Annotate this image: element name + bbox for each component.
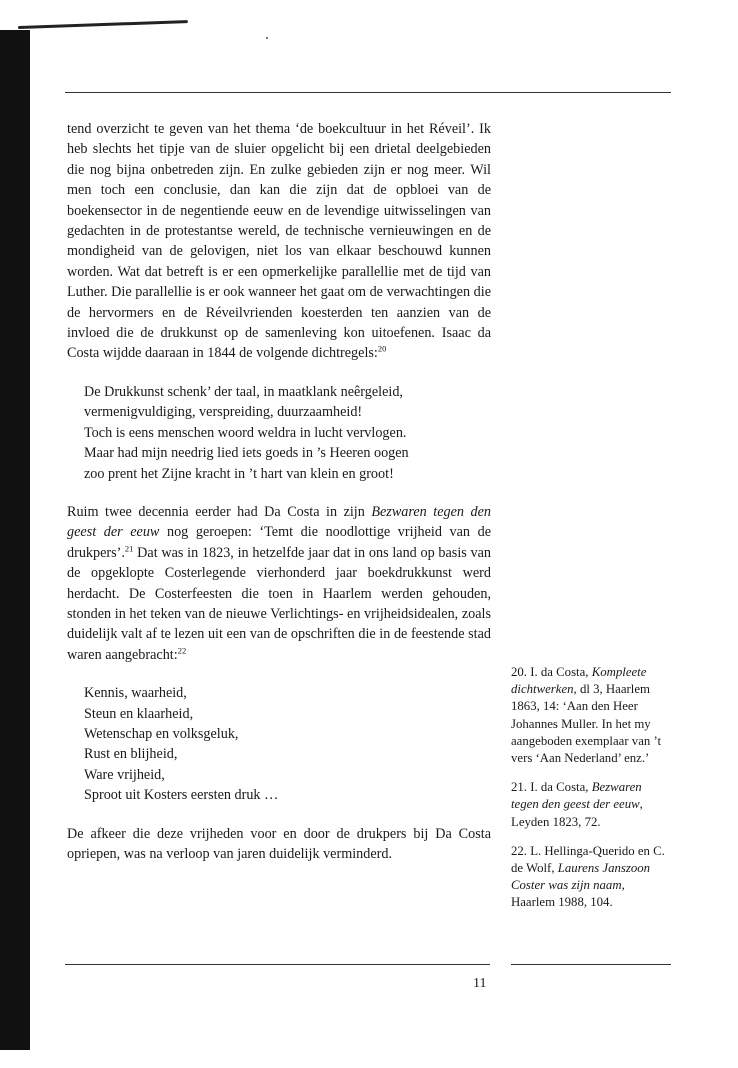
verse-line: Rust en blijheid,	[84, 746, 178, 763]
main-text-column	[67, 119, 491, 864]
paragraph-2: Ruim twee decennia eerder had Da Costa in zijn Bezwaren tegen den geest der eeuw nog geroepen: ‘Temt die noodlottige vrijheid van de drukpers’.$^{21}$ Dat was in 1823, in hetzelfde jaar dat in ons land op basis van de opgeklopte Costerlegende vierhonderd jaar boekdrukkunst werd herdacht. De Costerfeesten die toen in Haarlem werden gehouden, stonden in het teken van de nieuwe Verlichtings- en vrijheidsidealen, zoals duidelijk valt af te lezen uit een van de opschriften die in de feestende stad waren aangebracht:$^{22}$	[67, 503, 491, 663]
scan-edge-mark	[18, 20, 188, 29]
footnote-22: 22. L. Hellinga-Querido en C. de Wolf, Laurens Janszoon Coster was zijn naam, Haarlem 1988, 104.	[511, 843, 665, 910]
verse-line: De Drukkunst schenk’ der taal, in maatklank neêrgeleid,	[84, 383, 403, 400]
footer-rule-notes	[511, 964, 671, 965]
verse-drukkunst	[84, 382, 491, 484]
footnote-ref-20[interactable]: 20	[377, 343, 387, 354]
verse-line: zoo prent het Zijne kracht in ’t hart van klein en groot!	[84, 465, 394, 482]
verse-line: vermenigvuldiging, verspreiding, duurzaamheid!	[84, 404, 363, 421]
footnote-ref-21[interactable]: 21	[124, 542, 134, 553]
footer-rule-main	[65, 964, 490, 965]
verse-line: Toch is eens menschen woord weldra in lucht vervlogen.	[84, 424, 407, 441]
verse-line: Maar had mijn needrig lied iets goeds in ’s Heeren oogen	[84, 445, 409, 462]
paragraph-1: tend overzicht te geven van het thema ‘de boekcultuur in het Réveil’. Ik heb slechts het tipje van de sluier opgelicht bij een drietal deelgebieden die nog bijna onbetreden zijn. En zulke gebieden zijn er nog meer. Wil men toch een conclusie, dan kan die zijn dat de opbloei van de boekensector in de negentiende eeuw en de levendige uitwisselingen van gedachten in de protestantse wereld, de technische vernieuwingen en de mondigheid van de gelovigen, niet los van elkaar beschouwd kunnen worden. Wat dat betreft is er een opmerkelijke parallellie met de tijd van Luther. Die parallellie is er ook wanneer het gaat om de verwachtingen die de hervormers en de Réveilvrienden koesterden ten aanzien van de invloed die de drukkunst op de samenleving kon uitoefenen. Isaac da Costa wijdde daaraan in 1844 de volgende dichtregels:$^{20}$	[67, 121, 491, 362]
verse-line: Ware vrijheid,	[84, 766, 165, 783]
verse-line: Wetenschap en volksgeluk,	[84, 725, 239, 742]
verse-line: Kennis, waarheid,	[84, 685, 187, 702]
scan-speck	[266, 37, 268, 39]
footnote-20: 20. I. da Costa, Kompleete dichtwerken, dl 3, Haarlem 1863, 14: ‘Aan den Heer Johannes Muller. In het my aangeboden exemplaar van ’t vers ‘Aan Nederland’ enz.’	[511, 665, 662, 766]
verse-kennis	[84, 683, 491, 805]
scan-edge-shadow	[0, 30, 30, 1050]
page-number: 11	[473, 976, 487, 991]
header-rule	[65, 92, 671, 93]
verse-line: Sproot uit Kosters eersten druk …	[84, 787, 279, 804]
verse-line: Steun en klaarheid,	[84, 705, 194, 722]
footnote-21: 21. I. da Costa, Bezwaren tegen den geest der eeuw, Leyden 1823, 72.	[511, 780, 643, 829]
footnote-ref-22[interactable]: 22	[177, 645, 187, 656]
book-title-bezwaren: Bezwaren tegen den geest der eeuw	[67, 503, 491, 541]
sidenotes	[511, 664, 671, 924]
paragraph-3: De afkeer die deze vrijheden voor en door de drukpers bij Da Costa opriepen, was na verloop van jaren duidelijk verminderd.	[67, 825, 491, 862]
